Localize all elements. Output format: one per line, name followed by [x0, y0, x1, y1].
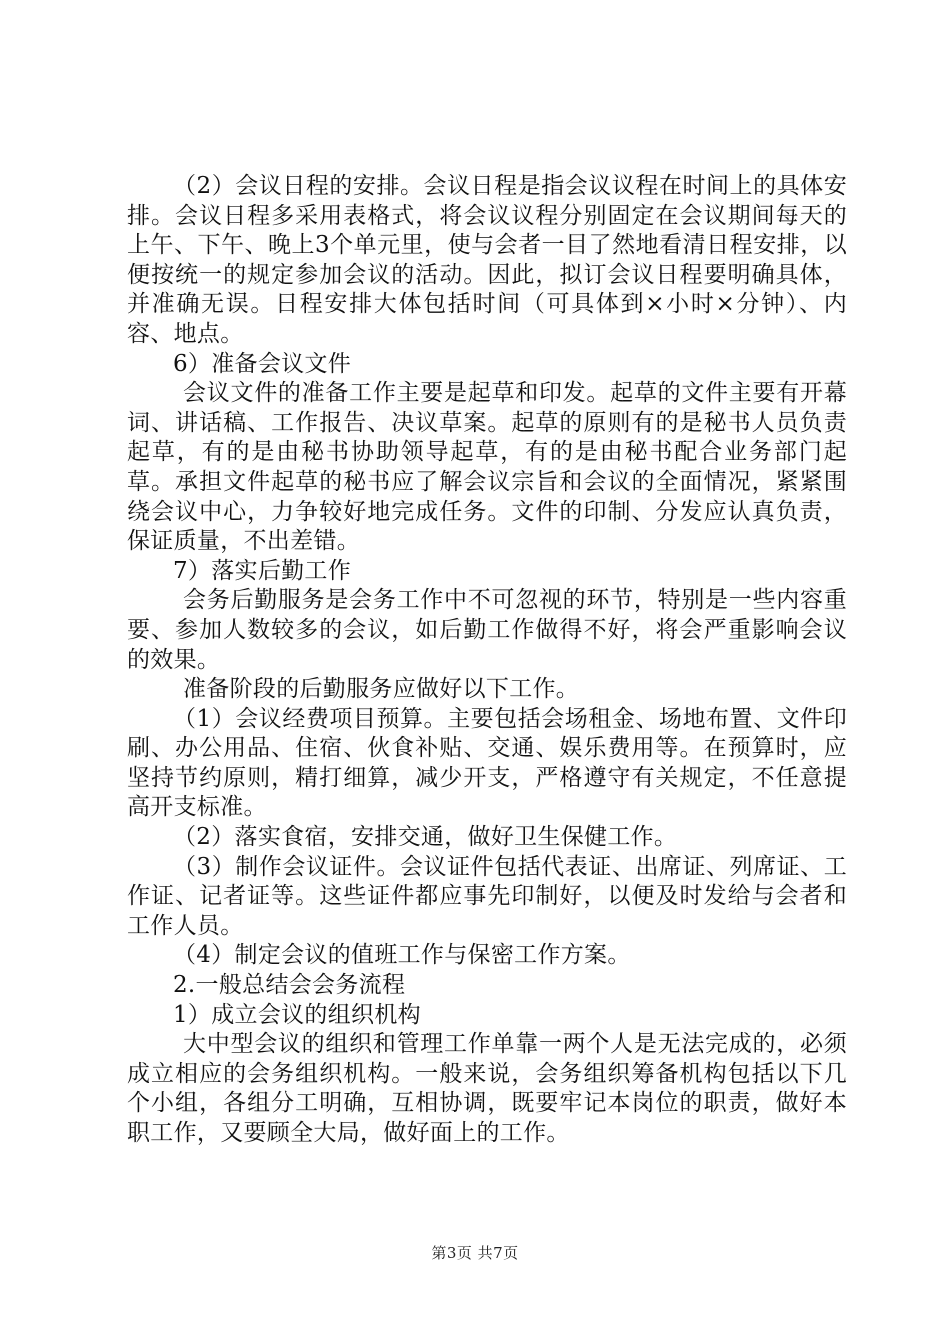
document-body: [127, 172, 847, 1149]
heading-logistics: 7）落实后勤工作: [173, 557, 352, 584]
heading-prepare-documents: 6）准备会议文件: [173, 350, 352, 377]
paragraph-logistics-service: 会务后勤服务是会务工作中不可忽视的环节，特别是一些内容重要、参加人数较多的会议，如后勤工作做得不好，将会严重影响会议的效果。: [127, 587, 847, 673]
page-footer: 第3页 共7页: [431, 1244, 519, 1262]
paragraph-duty-plan: （4）制定会议的值班工作与保密工作方案。: [173, 942, 631, 969]
paragraph-credentials: （3）制作会议证件。会议证件包括代表证、出席证、列席证、工作证、记者证等。这些证件都应事先印制好，以便及时发给与会者和工作人员。: [127, 853, 847, 939]
paragraph-organization: 大中型会议的组织和管理工作单靠一两个人是无法完成的，必须成立相应的会务组织机构。一般来说，会务组织筹备机构包括以下几个小组，各组分工明确，互相协调，既要牢记本岗位的职责，做好本职工作，又要顾全大局，做好面上的工作。: [127, 1031, 847, 1146]
paragraph-food-lodging: （2）落实食宿，安排交通，做好卫生保健工作。: [173, 824, 678, 851]
paragraph-budget: （1）会议经费项目预算。主要包括会场租金、场地布置、文件印刷、办公用品、住宿、伙食补贴、交通、娱乐费用等。在预算时，应坚持节约原则，精打细算，减少开支，严格遵守有关规定，不任意提高开支标准。: [127, 705, 847, 821]
heading-summary-meeting-process: 2.一般总结会会务流程: [173, 972, 406, 999]
paragraph-document-preparation: 会议文件的准备工作主要是起草和印发。起草的文件主要有开幕词、讲话稿、工作报告、决议草案。起草的原则有的是秘书人员负责起草，有的是由秘书协助领导起草，有的是由秘书配合业务部门起草。承担文件起草的秘书应了解会议宗旨和会议的全面情况，紧紧围绕会议中心，力争较好地完成任务。文件的印制、分发应认真负责，保证质量，不出差错。: [127, 380, 847, 555]
paragraph-preparation-stage: 准备阶段的后勤服务应做好以下工作。: [183, 676, 580, 703]
paragraph-meeting-schedule: （2）会议日程的安排。会议日程是指会议议程在时间上的具体安排。会议日程多采用表格式，将会议议程分别固定在会议期间每天的上午、下午、晚上3个单元里，使与会者一目了然地看清日程安排，以便按统一的规定参加会议的活动。因此，拟订会议日程要明确具体，并准确无误。日程安排大体包括时间（可具体到×小时×分钟）、内容、地点。: [127, 173, 847, 347]
heading-organization: 1）成立会议的组织机构: [173, 1001, 421, 1028]
